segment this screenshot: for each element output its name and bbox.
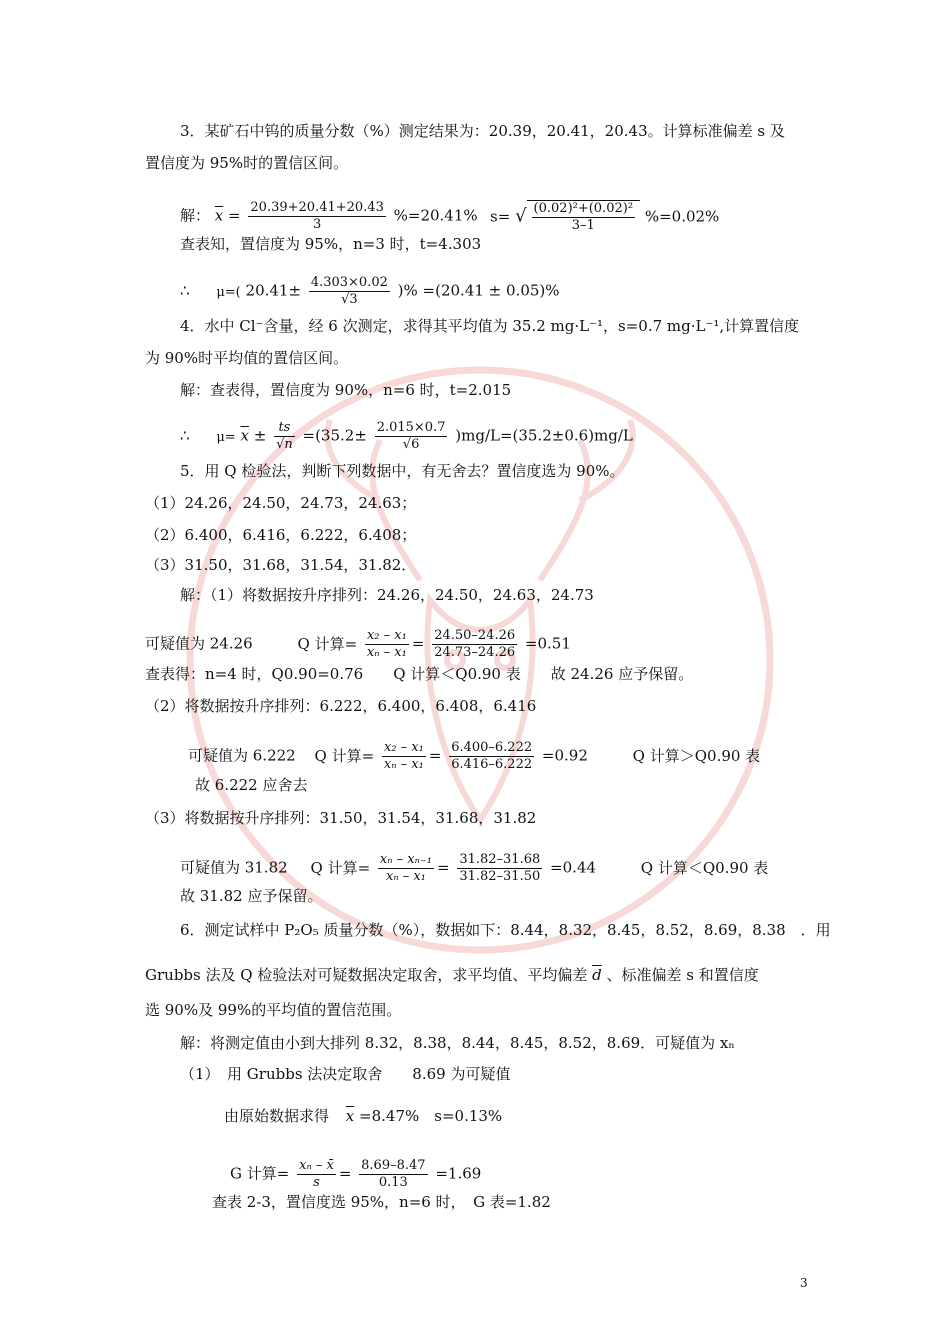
p5-data3: （3）31.50，31.68，31.54，31.82． xyxy=(145,556,417,574)
p5-question: 5．用 Q 检验法，判断下列数据中，有无舍去？置信度选为 90%。 xyxy=(180,462,625,480)
q-formula: $\frac{\text{xₙ – xₙ₋₁}}{\text{xₙ – x₁}}$ xyxy=(379,852,432,884)
suspect-value: 可疑值为 6.222 xyxy=(188,746,296,765)
equals: = xyxy=(228,206,241,225)
interval-result: )mg/L=(35.2±0.6)mg/L xyxy=(455,426,633,445)
x-bar: $\overline{x}$ xyxy=(214,206,224,225)
p3-solution-s xyxy=(490,200,719,234)
interval-fraction: $\frac{4.303\times 0.02}{√3}$ xyxy=(310,275,388,307)
q-text-a: Grubbs 法及 Q 检验法对可疑数据决定取舍，求平均值、平均偏差 xyxy=(145,966,588,984)
interval-fraction: $\frac{2.015\times 0.7}{√6}$ xyxy=(376,420,446,452)
mean-result: %=20.41% xyxy=(393,206,478,225)
x-bar: $\overline{x}$ xyxy=(240,426,249,445)
page-number: 3 xyxy=(800,1276,808,1290)
p6-grubbs-table: 查表 2-3，置信度选 95%，n=6 时， G 表=1.82 xyxy=(212,1193,551,1211)
q-values: $\frac{24.50-24.26}{24.73-24.26}$ xyxy=(434,628,516,660)
p4-interval xyxy=(180,420,633,453)
suspect-value: 可疑值为 31.82 xyxy=(180,858,288,877)
p4-question-line2: 为 90%时平均值的置信区间。 xyxy=(145,349,349,367)
g-result: =1.69 xyxy=(435,1164,482,1183)
s-label: s= xyxy=(490,207,511,226)
p4-solution: 解：查表得，置信度为 90%，n=6 时，t=2.015 xyxy=(180,381,512,399)
mu-label: μ= xyxy=(216,429,236,445)
p6-solution: 解：将测定值由小到大排列 8.32，8.38，8.44，8.45，8.52，8.69．可疑值为 xₙ xyxy=(180,1034,735,1052)
p5-sol3: （3）将数据按升序排列：31.50，31.54，31.68，31.82 xyxy=(145,809,537,827)
interval-mid: =(35.2± xyxy=(302,426,367,445)
p5-sol1: 解：（1）将数据按升序排列：24.26，24.50，24.63，24.73 xyxy=(180,586,594,604)
stats-values: =8.47% s=0.13% xyxy=(359,1107,503,1125)
p5-sol1-q: 可疑值为 24.26 Q 计算= $\frac{\text{x₂ – x₁}}{\text{xₙ – x₁}}$ = $\frac{24.50-24.26}{24.73-24.26}$ =0.51 xyxy=(145,628,571,660)
g-calc-label: G 计算= xyxy=(230,1164,290,1183)
q-values: $\frac{6.400-6.222}{6.416-6.222}$ xyxy=(451,740,533,772)
q-values: $\frac{31.82-31.68}{31.82-31.50}$ xyxy=(459,852,541,884)
therefore-icon: ∴ xyxy=(180,281,190,300)
p6-grubbs-stats xyxy=(224,1106,502,1126)
plus-minus: ± xyxy=(253,426,267,445)
q-calc-label: Q 计算= xyxy=(314,746,375,765)
s-result: %=0.02% xyxy=(644,207,720,226)
p5-sol1-conclusion: 查表得：n=4 时，Q0.90=0.76 Q 计算＜Q0.90 表 故 24.26 应予保留。 xyxy=(145,665,694,683)
suspect-value: 可疑值为 24.26 xyxy=(145,634,253,653)
x-bar: $\overline{x}$ xyxy=(345,1107,355,1125)
p3-solution-mean xyxy=(180,200,478,233)
p5-data2: （2）6.400，6.416，6.222，6.408； xyxy=(145,526,417,544)
q-formula: $\frac{\text{x₂ – x₁}}{\text{xₙ – x₁}}$ xyxy=(383,740,424,772)
p3-question-line2: 置信度为 95%时的置信区间。 xyxy=(145,154,349,172)
p5-sol2: （2）将数据按升序排列：6.222，6.400，6.408，6.416 xyxy=(145,697,537,715)
g-values: $\frac{8.69-8.47}{0.13}$ xyxy=(361,1158,426,1190)
q-result: =0.92 xyxy=(541,746,588,765)
s-fraction: $\frac{\text{(0.02)²+(0.02)²}}{3-1}$ xyxy=(533,201,634,233)
p5-data1: （1）24.26，24.50，24.73，24.63； xyxy=(145,494,417,512)
interval-mean: 20.41± xyxy=(245,281,302,300)
p6-question-line1: 6．测定试样中 P₂O₅ 质量分数（%），数据如下：8.44，8.32，8.45，8.52，8.69，8.38 ．用 xyxy=(180,921,831,939)
ts-fraction: $\frac{ts}{√n}$ xyxy=(276,420,293,452)
g-formula: $\frac{\text{xₙ – x̄}}{s}$ xyxy=(299,1158,334,1190)
p4-question-line1: 4．水中 Cl⁻含量，经 6 次测定，求得其平均值为 35.2 mg·L⁻¹，s=0.7 mg·L⁻¹,计算置信度 xyxy=(180,317,800,335)
radical-icon: √ xyxy=(515,205,527,227)
q-compare: Q 计算＜Q0.90 表 xyxy=(640,858,769,877)
q-text-b: 、标准偏差 s 和置信度 xyxy=(606,966,759,984)
p6-grubbs-calc: G 计算= $\frac{\text{xₙ – x̄}}{s}$ = $\frac{8.69-8.47}{0.13}$ =1.69 xyxy=(230,1158,482,1190)
therefore-icon: ∴ xyxy=(180,426,190,445)
p3-table-lookup: 查表知，置信度为 95%，n=3 时，t=4.303 xyxy=(180,235,482,253)
p6-grubbs-step: （1） 用 Grubbs 法决定取舍 8.69 为可疑值 xyxy=(180,1065,511,1083)
p5-sol2-conclusion: 故 6.222 应舍去 xyxy=(195,776,308,794)
stats-label: 由原始数据求得 xyxy=(224,1107,330,1125)
p5-sol2-q: 可疑值为 6.222 Q 计算= $\frac{\text{x₂ – x₁}}{\text{xₙ – x₁}}$ = $\frac{6.400-6.222}{6.416-6.222}$ =0.92 Q 计算＞Q0.90 表 xyxy=(188,740,761,772)
d-bar: $\overline{d}$ xyxy=(592,966,602,984)
q-result: =0.51 xyxy=(524,634,571,653)
p6-question-line2 xyxy=(145,965,759,985)
mean-fraction: $\frac{20.39+20.41+20.43}{3}$ xyxy=(250,200,384,232)
interval-result: )% =(20.41 ± 0.05)% xyxy=(397,281,560,300)
mu-label: μ=( xyxy=(216,284,241,300)
q-formula: $\frac{\text{x₂ – x₁}}{\text{xₙ – x₁}}$ xyxy=(366,628,407,660)
q-calc-label: Q 计算= xyxy=(310,858,371,877)
p3-interval xyxy=(180,275,560,308)
p5-sol3-conclusion: 故 31.82 应予保留。 xyxy=(180,887,323,905)
p5-sol3-q: 可疑值为 31.82 Q 计算= $\frac{\text{xₙ – xₙ₋₁}}{\text{xₙ – x₁}}$ = $\frac{31.82-31.68}{31.82-31.50}$ =0.44 Q 计算＜Q0.90 表 xyxy=(180,852,769,884)
p6-question-line3: 选 90%及 99%的平均值的置信范围。 xyxy=(145,1001,402,1019)
q-compare: Q 计算＞Q0.90 表 xyxy=(632,746,761,765)
q-calc-label: Q 计算= xyxy=(297,634,358,653)
q-result: =0.44 xyxy=(550,858,596,877)
p3-question-line1: 3．某矿石中钨的质量分数（%）测定结果为：20.39，20.41，20.43。计算标准偏差 s 及 xyxy=(180,122,785,140)
solution-label: 解： xyxy=(180,206,211,225)
